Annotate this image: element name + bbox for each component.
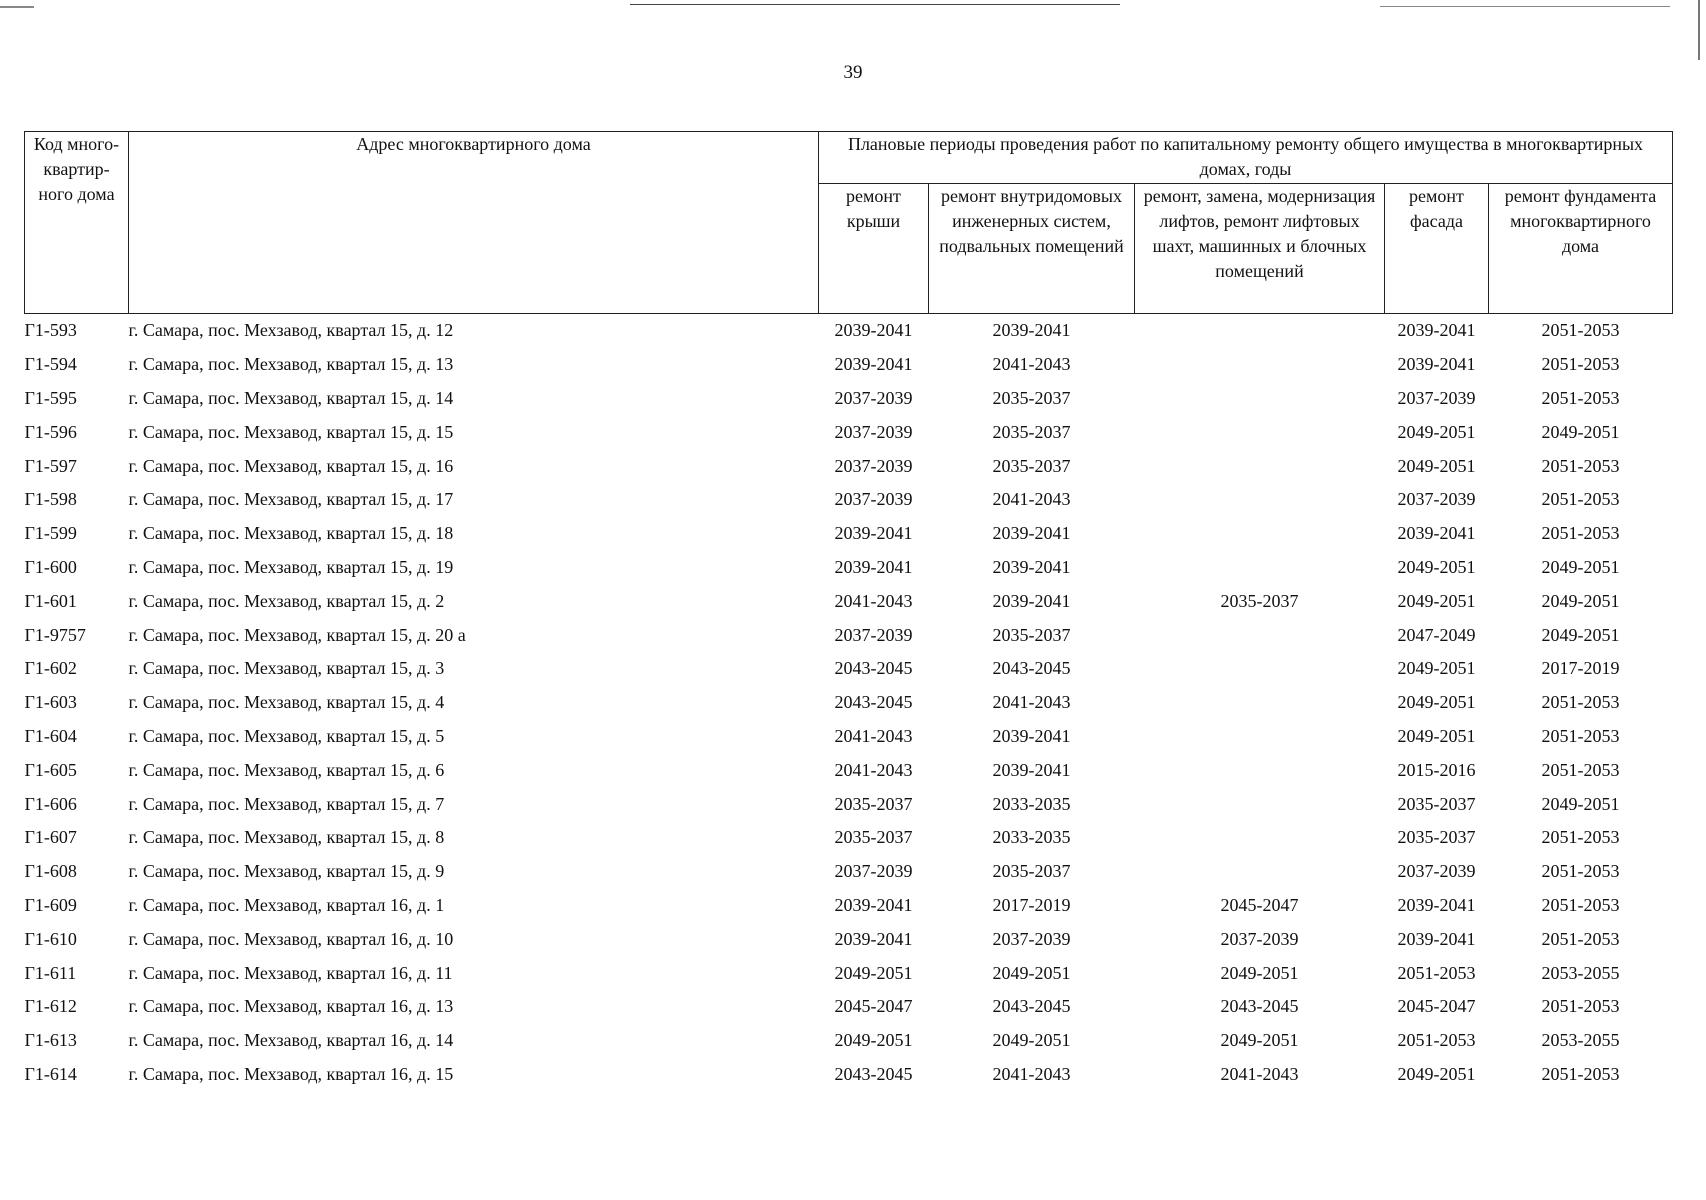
elevator-period-cell <box>1135 517 1385 551</box>
code-cell: Г1-596 <box>24 421 77 442</box>
code-cell: Г1-613 <box>24 1030 77 1051</box>
foundation-period-cell: 2051-2053 <box>1541 354 1620 375</box>
facade-period-cell: 2015-2016 <box>1397 759 1476 780</box>
facade-period-cell: 2039-2041 <box>1397 928 1476 949</box>
code-cell: Г1-600 <box>24 556 77 577</box>
engineering-period-cell: 2033-2035 <box>992 827 1071 848</box>
address-cell: г. Самара, пос. Мехзавод, квартал 15, д. 13 <box>128 354 454 375</box>
engineering-period-cell: 2049-2051 <box>992 962 1071 983</box>
roof-period-cell: 2049-2051 <box>834 1030 913 1051</box>
table-row <box>25 1024 1673 1058</box>
address-cell: г. Самара, пос. Мехзавод, квартал 15, д. 8 <box>128 827 445 848</box>
engineering-period-cell: 2041-2043 <box>992 489 1071 510</box>
facade-period-cell: 2039-2041 <box>1397 523 1476 544</box>
facade-period-cell: 2049-2051 <box>1397 658 1476 679</box>
elevator-period-cell: 2045-2047 <box>1220 894 1299 915</box>
facade-period-cell: 2049-2051 <box>1397 590 1476 611</box>
address-cell: г. Самара, пос. Мехзавод, квартал 16, д. 13 <box>128 996 454 1017</box>
facade-period-cell: 2037-2039 <box>1397 861 1476 882</box>
address-cell: г. Самара, пос. Мехзавод, квартал 16, д. 1 <box>128 894 445 915</box>
elevator-period-cell <box>1135 821 1385 855</box>
engineering-period-cell: 2043-2045 <box>992 658 1071 679</box>
scan-top-line <box>630 4 1120 5</box>
code-cell: Г1-601 <box>24 590 77 611</box>
table-row <box>25 348 1673 382</box>
elevator-period-cell <box>1135 787 1385 821</box>
table-row <box>25 449 1673 483</box>
address-cell: г. Самара, пос. Мехзавод, квартал 15, д. 2 <box>128 590 445 611</box>
elevator-period-cell: 2043-2045 <box>1220 996 1299 1017</box>
foundation-period-cell: 2049-2051 <box>1541 556 1620 577</box>
facade-period-cell: 2049-2051 <box>1397 455 1476 476</box>
foundation-period-cell: 2051-2053 <box>1541 827 1620 848</box>
table-row <box>25 314 1673 348</box>
address-cell: г. Самара, пос. Мехзавод, квартал 15, д. 5 <box>128 725 445 746</box>
facade-period-cell: 2047-2049 <box>1397 624 1476 645</box>
elevator-period-cell <box>1135 382 1385 416</box>
table-row <box>25 382 1673 416</box>
header-address: Адрес многоквартирного дома <box>129 132 819 314</box>
facade-period-cell: 2037-2039 <box>1397 387 1476 408</box>
foundation-period-cell: 2051-2053 <box>1541 928 1620 949</box>
address-cell: г. Самара, пос. Мехзавод, квартал 15, д. 19 <box>128 556 454 577</box>
foundation-period-cell: 2053-2055 <box>1541 962 1620 983</box>
foundation-period-cell: 2051-2053 <box>1541 861 1620 882</box>
facade-period-cell: 2039-2041 <box>1397 894 1476 915</box>
elevator-period-cell <box>1135 686 1385 720</box>
header-code: Код много-квартир-ного дома <box>25 132 129 314</box>
scan-right-edge <box>1698 0 1700 60</box>
roof-period-cell: 2039-2041 <box>834 556 913 577</box>
code-cell: Г1-612 <box>24 996 77 1017</box>
page-number: 39 <box>843 62 863 83</box>
roof-period-cell: 2035-2037 <box>834 827 913 848</box>
foundation-period-cell: 2051-2053 <box>1541 894 1620 915</box>
elevator-period-cell <box>1135 348 1385 382</box>
roof-period-cell: 2049-2051 <box>834 962 913 983</box>
foundation-period-cell: 2053-2055 <box>1541 1030 1620 1051</box>
facade-period-cell: 2037-2039 <box>1397 489 1476 510</box>
roof-period-cell: 2037-2039 <box>834 421 913 442</box>
facade-period-cell: 2035-2037 <box>1397 793 1476 814</box>
code-cell: Г1-607 <box>24 827 77 848</box>
roof-period-cell: 2037-2039 <box>834 455 913 476</box>
foundation-period-cell: 2051-2053 <box>1541 1063 1620 1084</box>
facade-period-cell: 2049-2051 <box>1397 725 1476 746</box>
code-cell: Г1-9757 <box>24 624 86 645</box>
address-cell: г. Самара, пос. Мехзавод, квартал 15, д. 14 <box>128 387 454 408</box>
foundation-period-cell: 2017-2019 <box>1541 658 1620 679</box>
address-cell: г. Самара, пос. Мехзавод, квартал 15, д. 4 <box>128 692 445 713</box>
address-cell: г. Самара, пос. Мехзавод, квартал 16, д. 11 <box>128 962 453 983</box>
code-cell: Г1-593 <box>24 320 77 341</box>
table-row <box>25 821 1673 855</box>
engineering-period-cell: 2033-2035 <box>992 793 1071 814</box>
engineering-period-cell: 2039-2041 <box>992 590 1071 611</box>
roof-period-cell: 2037-2039 <box>834 624 913 645</box>
code-cell: Г1-609 <box>24 894 77 915</box>
code-cell: Г1-603 <box>24 692 77 713</box>
code-cell: Г1-614 <box>24 1063 77 1084</box>
engineering-period-cell: 2041-2043 <box>992 692 1071 713</box>
header-periods-group: Плановые периоды проведения работ по капитальному ремонту общего имущества в многоквартирных домах, годы <box>819 132 1673 184</box>
table-row <box>25 551 1673 585</box>
elevator-period-cell <box>1135 415 1385 449</box>
header-engineering: ремонт внутридомовых инженерных систем, подвальных помещений <box>929 184 1135 314</box>
roof-period-cell: 2041-2043 <box>834 759 913 780</box>
roof-period-cell: 2043-2045 <box>834 1063 913 1084</box>
table-row <box>25 618 1673 652</box>
engineering-period-cell: 2035-2037 <box>992 387 1071 408</box>
header-roof: ремонт крыши <box>819 184 929 314</box>
table-row <box>25 855 1673 889</box>
roof-period-cell: 2037-2039 <box>834 489 913 510</box>
engineering-period-cell: 2039-2041 <box>992 556 1071 577</box>
engineering-period-cell: 2039-2041 <box>992 523 1071 544</box>
roof-period-cell: 2041-2043 <box>834 725 913 746</box>
address-cell: г. Самара, пос. Мехзавод, квартал 15, д. 12 <box>128 320 454 341</box>
engineering-period-cell: 2035-2037 <box>992 455 1071 476</box>
engineering-period-cell: 2037-2039 <box>992 928 1071 949</box>
address-cell: г. Самара, пос. Мехзавод, квартал 15, д. 16 <box>128 455 454 476</box>
facade-period-cell: 2049-2051 <box>1397 421 1476 442</box>
engineering-period-cell: 2041-2043 <box>992 1063 1071 1084</box>
engineering-period-cell: 2035-2037 <box>992 624 1071 645</box>
elevator-period-cell: 2041-2043 <box>1220 1063 1299 1084</box>
engineering-period-cell: 2039-2041 <box>992 759 1071 780</box>
elevator-period-cell <box>1135 855 1385 889</box>
engineering-period-cell: 2039-2041 <box>992 320 1071 341</box>
facade-period-cell: 2049-2051 <box>1397 1063 1476 1084</box>
address-cell: г. Самара, пос. Мехзавод, квартал 15, д. 7 <box>128 793 445 814</box>
elevator-period-cell: 2035-2037 <box>1220 590 1299 611</box>
facade-period-cell: 2039-2041 <box>1397 354 1476 375</box>
elevator-period-cell <box>1135 753 1385 787</box>
foundation-period-cell: 2051-2053 <box>1541 489 1620 510</box>
address-cell: г. Самара, пос. Мехзавод, квартал 16, д. 10 <box>128 928 454 949</box>
roof-period-cell: 2045-2047 <box>834 996 913 1017</box>
table-row <box>25 753 1673 787</box>
address-cell: г. Самара, пос. Мехзавод, квартал 16, д. 14 <box>128 1030 454 1051</box>
roof-period-cell: 2043-2045 <box>834 658 913 679</box>
elevator-period-cell <box>1135 449 1385 483</box>
table-row <box>25 584 1673 618</box>
code-cell: Г1-599 <box>24 523 77 544</box>
elevator-period-cell <box>1135 314 1385 348</box>
roof-period-cell: 2035-2037 <box>834 793 913 814</box>
facade-period-cell: 2051-2053 <box>1397 962 1476 983</box>
facade-period-cell: 2051-2053 <box>1397 1030 1476 1051</box>
address-cell: г. Самара, пос. Мехзавод, квартал 15, д. 15 <box>128 421 454 442</box>
foundation-period-cell: 2051-2053 <box>1541 320 1620 341</box>
facade-period-cell: 2039-2041 <box>1397 320 1476 341</box>
elevator-period-cell <box>1135 618 1385 652</box>
elevator-period-cell <box>1135 483 1385 517</box>
table-row <box>25 483 1673 517</box>
roof-period-cell: 2037-2039 <box>834 861 913 882</box>
roof-period-cell: 2039-2041 <box>834 320 913 341</box>
address-cell: г. Самара, пос. Мехзавод, квартал 16, д. 15 <box>128 1063 454 1084</box>
foundation-period-cell: 2049-2051 <box>1541 590 1620 611</box>
engineering-period-cell: 2039-2041 <box>992 725 1071 746</box>
engineering-period-cell: 2043-2045 <box>992 996 1071 1017</box>
table-row <box>25 1058 1673 1092</box>
code-cell: Г1-597 <box>24 455 77 476</box>
roof-period-cell: 2039-2041 <box>834 354 913 375</box>
scan-top-line-right <box>1380 6 1670 7</box>
engineering-period-cell: 2017-2019 <box>992 894 1071 915</box>
address-cell: г. Самара, пос. Мехзавод, квартал 15, д. 9 <box>128 861 445 882</box>
address-cell: г. Самара, пос. Мехзавод, квартал 15, д. 3 <box>128 658 445 679</box>
table-row <box>25 922 1673 956</box>
code-cell: Г1-594 <box>24 354 77 375</box>
table-row <box>25 956 1673 990</box>
capital-repair-table <box>24 131 1673 1091</box>
elevator-period-cell: 2037-2039 <box>1220 928 1299 949</box>
foundation-period-cell: 2049-2051 <box>1541 624 1620 645</box>
foundation-period-cell: 2051-2053 <box>1541 455 1620 476</box>
address-cell: г. Самара, пос. Мехзавод, квартал 15, д. 17 <box>128 489 454 510</box>
table-row <box>25 720 1673 754</box>
table-row <box>25 517 1673 551</box>
foundation-period-cell: 2051-2053 <box>1541 996 1620 1017</box>
code-cell: Г1-605 <box>24 759 77 780</box>
header-elevators: ремонт, замена, модернизация лифтов, ремонт лифтовых шахт, машинных и блочных помещений <box>1135 184 1385 314</box>
elevator-period-cell <box>1135 551 1385 585</box>
table-row <box>25 889 1673 923</box>
scan-left-mark <box>0 6 34 8</box>
elevator-period-cell: 2049-2051 <box>1220 962 1299 983</box>
engineering-period-cell: 2035-2037 <box>992 861 1071 882</box>
facade-period-cell: 2049-2051 <box>1397 692 1476 713</box>
facade-period-cell: 2049-2051 <box>1397 556 1476 577</box>
table-row <box>25 652 1673 686</box>
foundation-period-cell: 2051-2053 <box>1541 725 1620 746</box>
address-cell: г. Самара, пос. Мехзавод, квартал 15, д. 18 <box>128 523 454 544</box>
address-cell: г. Самара, пос. Мехзавод, квартал 15, д. 6 <box>128 759 445 780</box>
code-cell: Г1-608 <box>24 861 77 882</box>
engineering-period-cell: 2035-2037 <box>992 421 1071 442</box>
roof-period-cell: 2037-2039 <box>834 387 913 408</box>
roof-period-cell: 2039-2041 <box>834 894 913 915</box>
code-cell: Г1-598 <box>24 489 77 510</box>
table-row <box>25 686 1673 720</box>
table-body <box>25 314 1673 1092</box>
foundation-period-cell: 2049-2051 <box>1541 421 1620 442</box>
table-row <box>25 787 1673 821</box>
elevator-period-cell <box>1135 720 1385 754</box>
foundation-period-cell: 2049-2051 <box>1541 793 1620 814</box>
elevator-period-cell <box>1135 652 1385 686</box>
address-cell: г. Самара, пос. Мехзавод, квартал 15, д. 20 а <box>128 624 466 645</box>
code-cell: Г1-604 <box>24 725 77 746</box>
roof-period-cell: 2039-2041 <box>834 523 913 544</box>
code-cell: Г1-606 <box>24 793 77 814</box>
roof-period-cell: 2041-2043 <box>834 590 913 611</box>
elevator-period-cell: 2049-2051 <box>1220 1030 1299 1051</box>
roof-period-cell: 2039-2041 <box>834 928 913 949</box>
code-cell: Г1-595 <box>24 387 77 408</box>
engineering-period-cell: 2041-2043 <box>992 354 1071 375</box>
facade-period-cell: 2035-2037 <box>1397 827 1476 848</box>
foundation-period-cell: 2051-2053 <box>1541 387 1620 408</box>
code-cell: Г1-602 <box>24 658 77 679</box>
engineering-period-cell: 2049-2051 <box>992 1030 1071 1051</box>
foundation-period-cell: 2051-2053 <box>1541 692 1620 713</box>
table-row <box>25 990 1673 1024</box>
header-foundation: ремонт фундамента многоквартирного дома <box>1489 184 1673 314</box>
facade-period-cell: 2045-2047 <box>1397 996 1476 1017</box>
code-cell: Г1-610 <box>24 928 77 949</box>
header-facade: ремонт фасада <box>1385 184 1489 314</box>
table-row <box>25 415 1673 449</box>
roof-period-cell: 2043-2045 <box>834 692 913 713</box>
foundation-period-cell: 2051-2053 <box>1541 523 1620 544</box>
code-cell: Г1-611 <box>24 962 77 983</box>
foundation-period-cell: 2051-2053 <box>1541 759 1620 780</box>
